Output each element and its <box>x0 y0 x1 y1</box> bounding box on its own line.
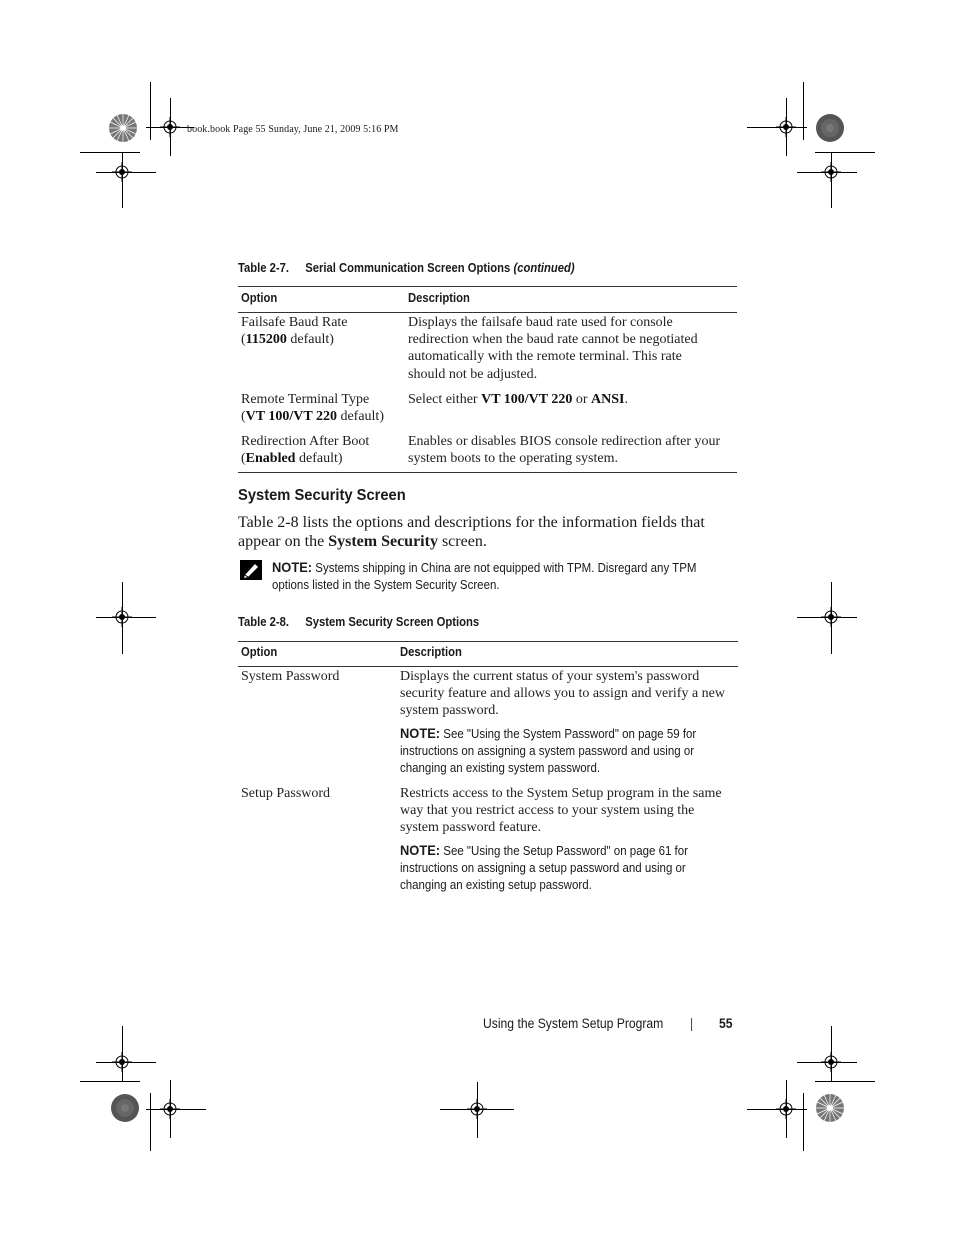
table-top-rule <box>238 286 737 287</box>
footer-chapter-title: Using the System Setup Program <box>483 1016 664 1031</box>
option-description: Displays the current status of your system's password security feature and allows you to assign and verify a new system password. <box>400 669 726 719</box>
option-name: Failsafe Baud Rate <box>241 315 348 330</box>
registration-rosette-icon <box>110 1093 140 1123</box>
table-2-8-caption <box>238 615 479 629</box>
registration-rosette-icon <box>108 113 138 143</box>
registration-rosette-icon <box>815 1093 845 1123</box>
note-label: NOTE: <box>400 725 441 741</box>
table-note: NOTE: See "Using the Setup Password" on page 61 for instructions on assigning a setup password and using or changing an existing setup password. <box>400 842 688 893</box>
table-row <box>241 314 348 348</box>
option-description: Enables or disables BIOS console redirection after your system boots to the operating system. <box>408 434 721 467</box>
option-default: (115200 default) <box>241 332 334 348</box>
note-label: NOTE: <box>400 842 441 858</box>
table-note: NOTE: See "Using the System Password" on page 59 for instructions on assigning a system password and using or changing an existing system password. <box>400 725 697 776</box>
table-caption-continued: (continued) <box>513 261 575 275</box>
note-pencil-icon <box>240 560 262 580</box>
table-bottom-rule <box>238 472 737 473</box>
option-name: Redirection After Boot <box>241 434 370 449</box>
body-paragraph: Table 2-8 lists the options and descriptions for the information fields that appear on the System Security screen. <box>238 514 705 550</box>
registration-rosette-icon <box>815 113 845 143</box>
table-header-rule <box>238 312 737 313</box>
table-header-description: Description <box>408 291 470 305</box>
option-description: Displays the failsafe baud rate used for console redirection when the baud rate cannot be negotiated automatically with the remote terminal. This rate should not be adjusted. <box>408 315 698 382</box>
table-header-option: Option <box>241 291 278 305</box>
footer-separator: | <box>690 1016 694 1031</box>
section-heading: System Security Screen <box>238 487 406 504</box>
note-label: NOTE: <box>272 559 313 575</box>
table-header-option: Option <box>241 645 278 659</box>
option-name: Setup Password <box>241 786 331 801</box>
table-caption-number: Table 2-8. <box>238 615 290 629</box>
option-name: Remote Terminal Type <box>241 392 370 407</box>
table-header-rule <box>238 666 738 667</box>
table-caption-title: System Security Screen Options <box>305 615 480 629</box>
table-row <box>241 433 369 467</box>
table-caption-title: Serial Communication Screen Options <box>305 261 511 275</box>
option-description: Restricts access to the System Setup program in the same way that you restrict access to your system using the system password feature. <box>400 786 722 836</box>
note-callout: NOTE: Systems shipping in China are not equipped with TPM. Disregard any TPM options listed in the System Security Screen. <box>272 559 697 593</box>
option-name: System Password <box>241 669 340 684</box>
table-header-description: Description <box>400 645 462 659</box>
print-header-stamp: book.book Page 55 Sunday, June 21, 2009 5:16 PM <box>187 124 399 135</box>
option-description: Select either VT 100/VT 220 or ANSI. <box>408 392 628 407</box>
option-default: (Enabled default) <box>241 451 343 467</box>
option-default: (VT 100/VT 220 default) <box>241 409 384 425</box>
table-row <box>241 391 384 425</box>
page-number: 55 <box>719 1016 733 1031</box>
table-top-rule <box>238 641 738 642</box>
table-2-7-caption <box>238 261 575 275</box>
table-caption-number: Table 2-7. <box>238 261 290 275</box>
